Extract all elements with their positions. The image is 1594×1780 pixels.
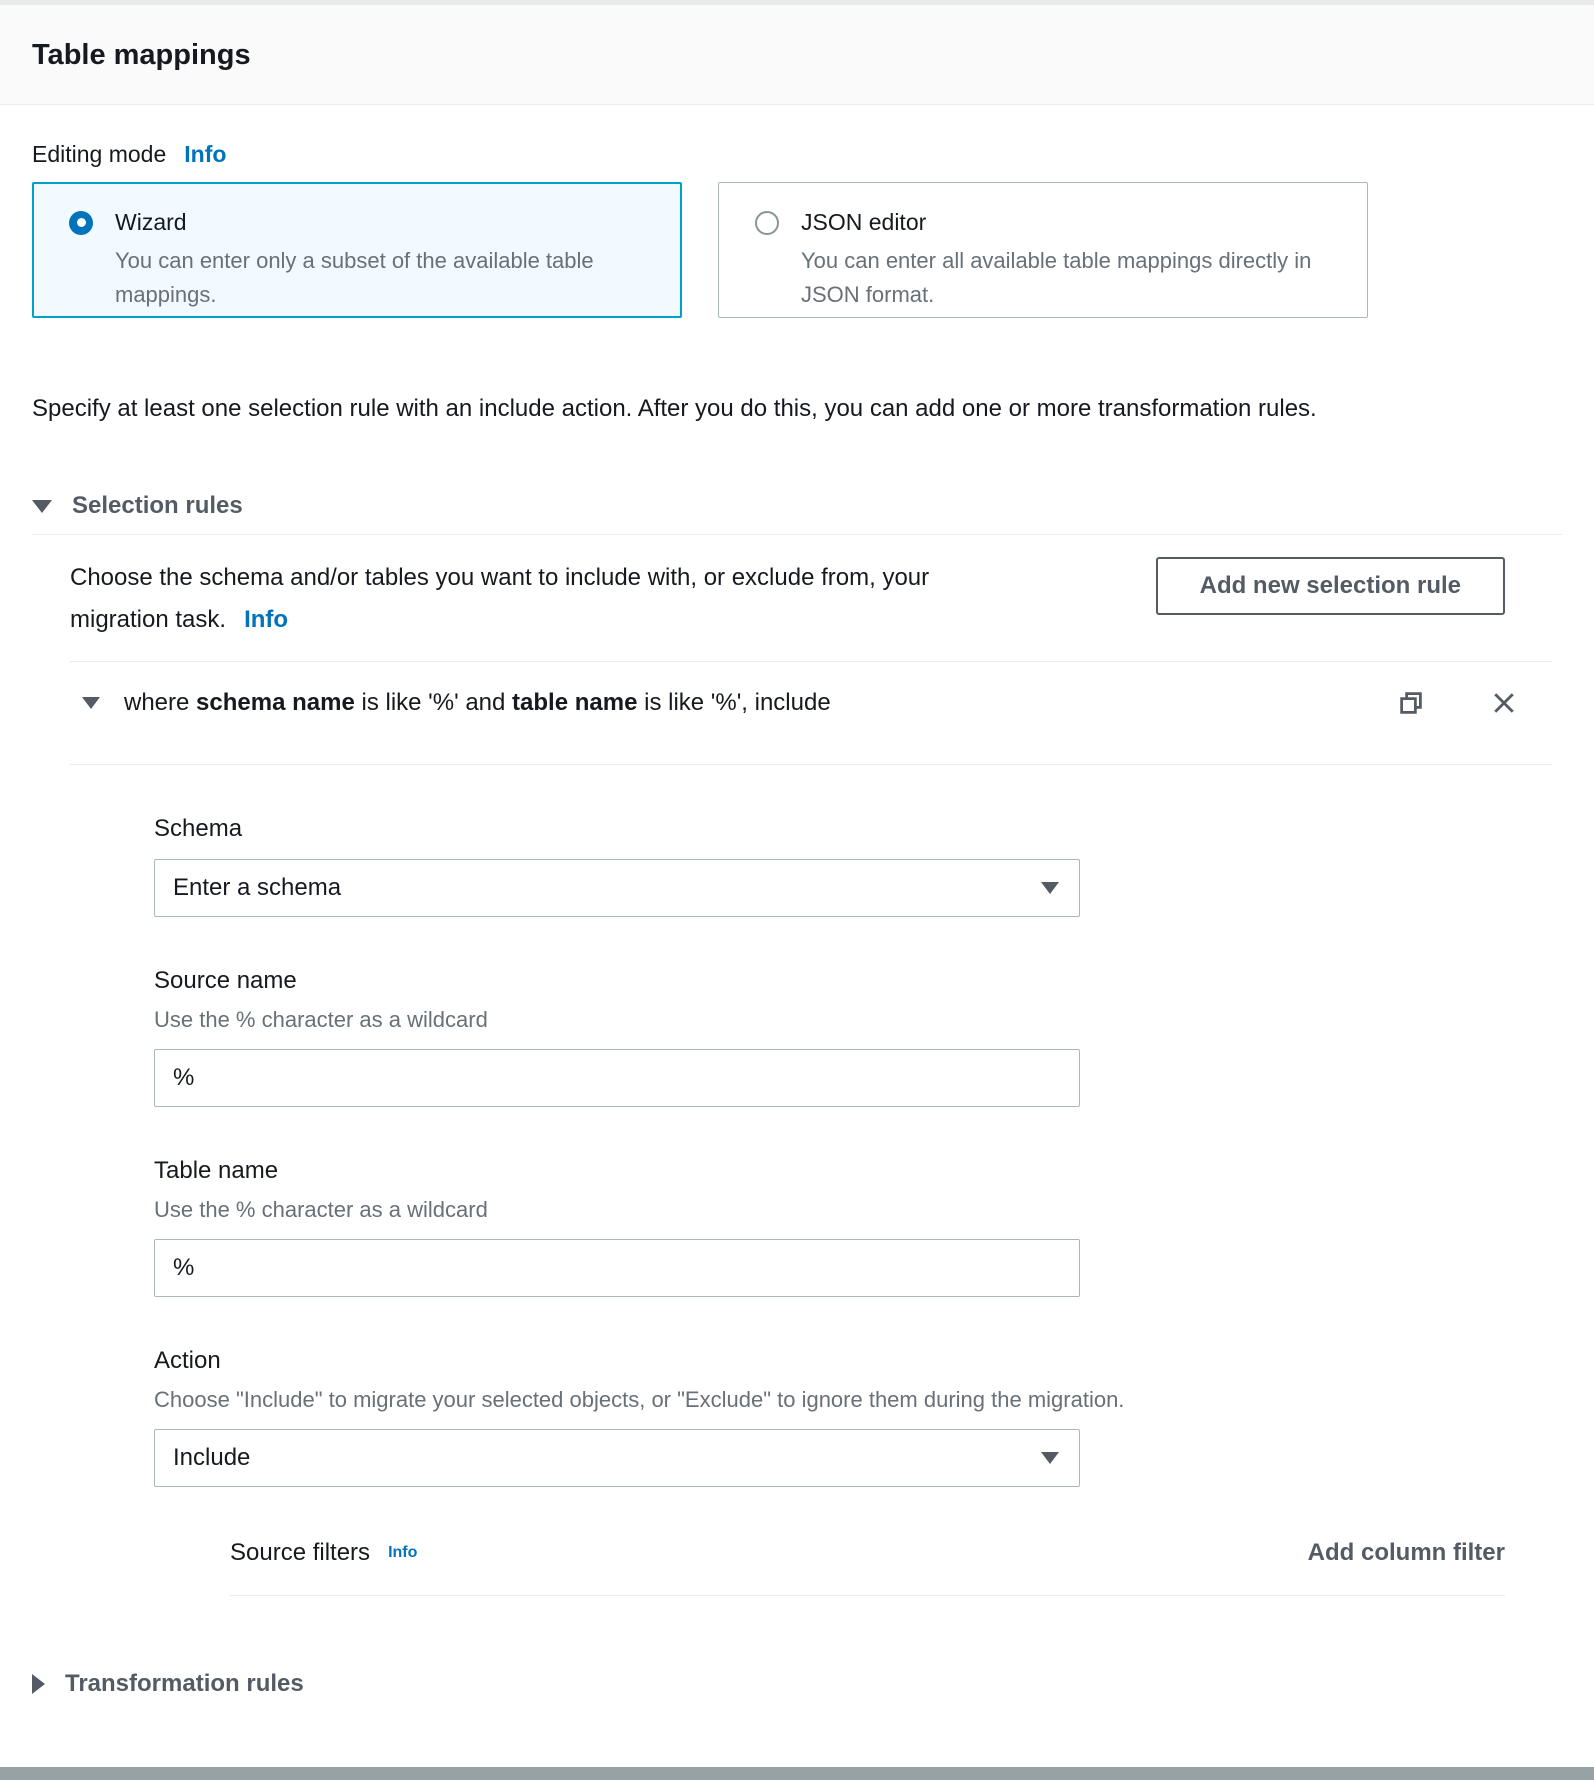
wizard-option-description: You can enter only a subset of the available table mappings. [115, 248, 594, 307]
editing-mode-options [32, 182, 1562, 318]
wizard-option-card[interactable] [32, 182, 682, 318]
table-name-hint: Use the % character as a wildcard [154, 1197, 488, 1222]
action-select-value: Include [173, 1444, 251, 1471]
selection-rules-block [32, 557, 1562, 1596]
caret-right-icon [32, 1674, 45, 1694]
remove-rule-button[interactable] [1490, 689, 1518, 717]
source-filters-label: Source filters [230, 1539, 371, 1566]
source-filters-row [230, 1539, 1505, 1567]
selection-rules-divider [32, 534, 1562, 535]
rule-header-row [70, 662, 1562, 744]
dropdown-caret-icon [1041, 1452, 1059, 1464]
rule-caret-down-icon[interactable] [82, 697, 100, 709]
source-name-field [154, 963, 1562, 1107]
schema-select-value: Enter a schema [173, 874, 342, 901]
intro-text: Specify at least one selection rule with an include action. After you do this, you can add one or more transformation rules. [32, 395, 1317, 422]
action-label: Action [154, 1347, 221, 1374]
wizard-radio-selected[interactable] [69, 211, 93, 235]
source-name-label: Source name [154, 967, 297, 994]
editing-mode-info-link[interactable]: Info [184, 141, 227, 167]
dropdown-caret-icon [1041, 882, 1059, 894]
schema-label: Schema [154, 815, 243, 842]
source-name-hint: Use the % character as a wildcard [154, 1007, 488, 1032]
rule-summary: where schema name is like '%' and table name is like '%', include [124, 689, 831, 716]
page-title: Table mappings [32, 39, 251, 71]
caret-down-icon [32, 500, 52, 513]
duplicate-rule-button[interactable] [1396, 688, 1426, 718]
wizard-option-label: Wizard [115, 209, 187, 235]
transformation-rules-header[interactable] [32, 1670, 1562, 1698]
selection-rules-info-link[interactable]: Info [244, 606, 289, 633]
selection-rules-header[interactable] [32, 492, 1562, 520]
json-editor-option-description: You can enter all available table mappings directly in JSON format. [801, 248, 1312, 307]
selection-rules-description-text: Choose the schema and/or tables you want to include with, or exclude from, your migration task. [70, 564, 930, 633]
editing-mode-row [32, 141, 1562, 168]
source-filters-divider [230, 1595, 1505, 1596]
selection-rules-title: Selection rules [72, 492, 243, 519]
editing-mode-label: Editing mode [32, 141, 167, 167]
close-icon [1490, 689, 1518, 717]
action-select[interactable] [154, 1429, 1080, 1487]
table-mappings-header [0, 5, 1594, 105]
source-name-input[interactable] [154, 1049, 1080, 1107]
copy-icon [1396, 688, 1426, 718]
action-hint: Choose "Include" to migrate your selected objects, or "Exclude" to ignore them during the migration. [154, 1387, 1125, 1412]
table-name-field [154, 1153, 1562, 1297]
rule-form [70, 811, 1562, 1487]
action-field [154, 1343, 1562, 1487]
add-column-filter-button[interactable]: Add column filter [1307, 1539, 1505, 1566]
json-editor-option-label: JSON editor [801, 209, 927, 235]
table-name-label: Table name [154, 1157, 279, 1184]
json-editor-radio[interactable] [755, 211, 779, 235]
source-filters-info-link[interactable]: Info [388, 1544, 418, 1561]
add-selection-rule-button[interactable]: Add new selection rule [1156, 557, 1505, 615]
table-name-input[interactable] [154, 1239, 1080, 1297]
json-editor-option-card[interactable] [718, 182, 1368, 318]
selection-rules-description [70, 557, 975, 641]
schema-select[interactable] [154, 859, 1080, 917]
schema-field [154, 811, 1562, 917]
transformation-rules-title: Transformation rules [65, 1670, 304, 1697]
table-mappings-body [0, 141, 1594, 1698]
rule-bottom-divider [70, 764, 1552, 765]
footer-edge-bar [0, 1767, 1594, 1780]
